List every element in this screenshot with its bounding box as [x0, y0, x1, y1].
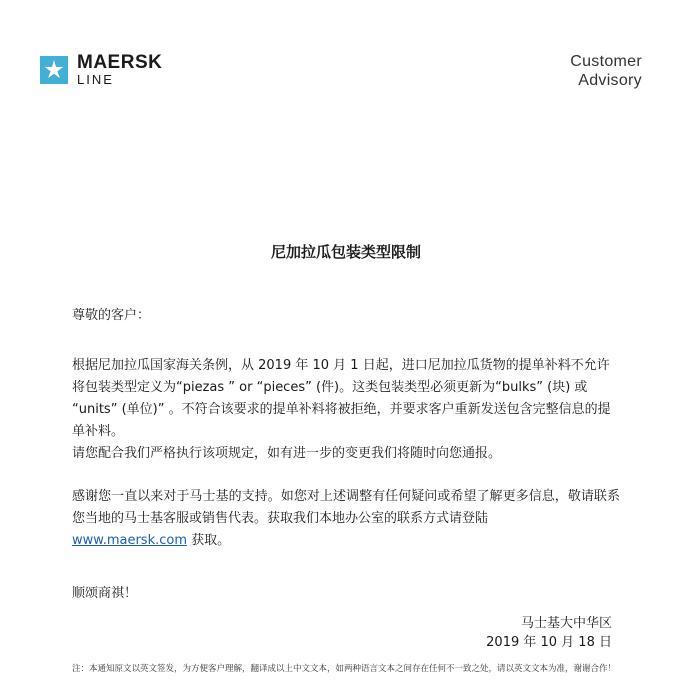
paragraph-3-tail: 获取。 [187, 533, 231, 548]
maersk-logo [40, 53, 162, 86]
closing: 顺颂商祺！ [72, 586, 138, 601]
signature [486, 614, 612, 652]
logo-brand: MAERSK [77, 52, 163, 73]
paragraph-3 [72, 486, 620, 552]
paragraph-3-text: 感谢您一直以来对于马士基的支持。如您对上述调整有任何疑问或希望了解更多信息，敬请联系您当地的马士基客服或销售代表。获取我们本地办公室的联系方式请登陆 [72, 489, 620, 526]
customer-advisory-label [570, 52, 642, 90]
paragraph-2: 请您配合我们严格执行该项规定，如有进一步的变更我们将随时向您通报。 [72, 446, 502, 461]
advisory-line-1: Customer [570, 53, 642, 70]
logo-box [40, 56, 68, 84]
document-title: 尼加拉瓜包装类型限制 [270, 243, 421, 261]
star-icon [43, 59, 65, 81]
signature-date: 2019 年 10 月 18 日 [486, 635, 612, 650]
paragraph-1: 根据尼加拉瓜国家海关条例，从 2019 年 10 月 1 日起，进口尼加拉瓜货物的提单补料不允许将包装类型定义为“piezas ” or “pieces” (件)。这类包装类型必须更新为“bulks” (块) 或 “units” (单位)” 。不符合该要求的提单补料将被拒绝，并要求客户重新发送包含完整信息的提单补料。 [72, 358, 611, 439]
logo-sub: LINE [77, 72, 114, 87]
signature-org: 马士基大中华区 [520, 616, 612, 631]
salutation: 尊敬的客户： [72, 308, 151, 323]
maersk-website-link[interactable]: www.maersk.com [72, 533, 188, 548]
translation-note: 注：本通知原文以英文签发，为方便客户理解，翻译成以上中文文本，如两种语言文本之间存在任何不一致之处，请以英文文本为准，谢谢合作！ [72, 664, 617, 674]
advisory-line-2: Advisory [578, 72, 642, 89]
